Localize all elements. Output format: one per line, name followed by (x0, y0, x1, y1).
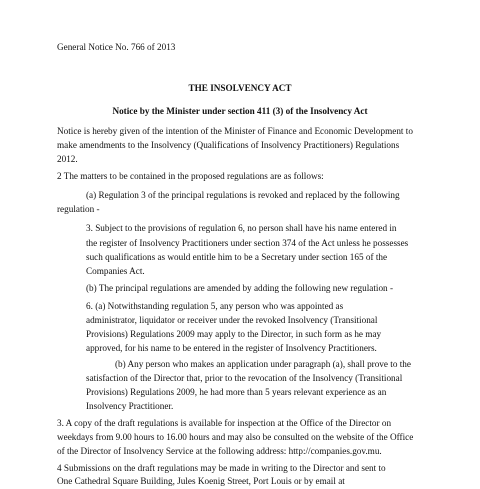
paragraph-3-line: of the Director of Insolvency Service at the following address: http://companies.gov.mu. (57, 446, 382, 456)
paragraph-2b: (b) The principal regulations are amended by adding the following new regulation - (86, 283, 394, 293)
regulation-6a-line: Provisions) Regulations 2009 may apply to the Director, in such form as he may (86, 329, 382, 339)
paragraph-4-line: One Cathedral Square Building, Jules Koenig Street, Port Louis or by email at (57, 476, 345, 486)
paragraph-2a-line: regulation - (57, 204, 100, 214)
regulation-6a-line: administrator, liquidator or receiver under the revoked Insolvency (Transitional (86, 315, 378, 325)
paragraph-2: 2 The matters to be contained in the proposed regulations are as follows: (57, 171, 324, 181)
regulation-6b-line: Insolvency Practitioner. (86, 401, 174, 411)
regulation-6b-line: satisfaction of the Director that, prior to the revocation of the Insolvency (Transitional (86, 373, 403, 383)
paragraph-4-line: 4 Submissions on the draft regulations may be made in writing to the Director and sent to (57, 463, 386, 473)
act-title: THE INSOLVENCY ACT (188, 83, 292, 93)
regulation-6a-line: approved, for his name to be entered in the register of Insolvency Practitioners. (86, 343, 377, 353)
paragraph-3-line: weekdays from 9.00 hours to 16.00 hours and may also be consulted on the website of the Office (57, 432, 414, 442)
notice-reference: General Notice No. 766 of 2013 (57, 42, 176, 52)
intro-line: make amendments to the Insolvency (Qualifications of Insolvency Practitioners) Regulations (57, 140, 400, 150)
regulation-3-line: the register of Insolvency Practitioners under section 374 of the Act unless he possesses (86, 238, 409, 248)
regulation-6a-line: 6. (a) Notwithstanding regulation 5, any person who was appointed as (86, 301, 344, 311)
notice-subtitle: Notice by the Minister under section 411 (3) of the Insolvency Act (112, 106, 368, 116)
regulation-3-line: 3. Subject to the provisions of regulation 6, no person shall have his name entered in (86, 223, 397, 233)
intro-line: Notice is hereby given of the intention of the Minister of Finance and Economic Development to (57, 126, 413, 136)
regulation-3-line: Companies Act. (86, 266, 145, 276)
regulation-6b-line: (b) Any person who makes an application under paragraph (a), shall prove to the (115, 359, 411, 369)
intro-line: 2012. (57, 154, 78, 164)
regulation-3-line: such qualifications as would entitle him to be a Secretary under section 165 of the (86, 252, 388, 262)
regulation-6b-line: Provisions) Regulations 2009, he had more than 5 years relevant experience as an (86, 387, 387, 397)
paragraph-2a-line: (a) Regulation 3 of the principal regulations is revoked and replaced by the following (86, 190, 400, 200)
paragraph-3-line: 3. A copy of the draft regulations is available for inspection at the Office of the Director on (57, 418, 392, 428)
